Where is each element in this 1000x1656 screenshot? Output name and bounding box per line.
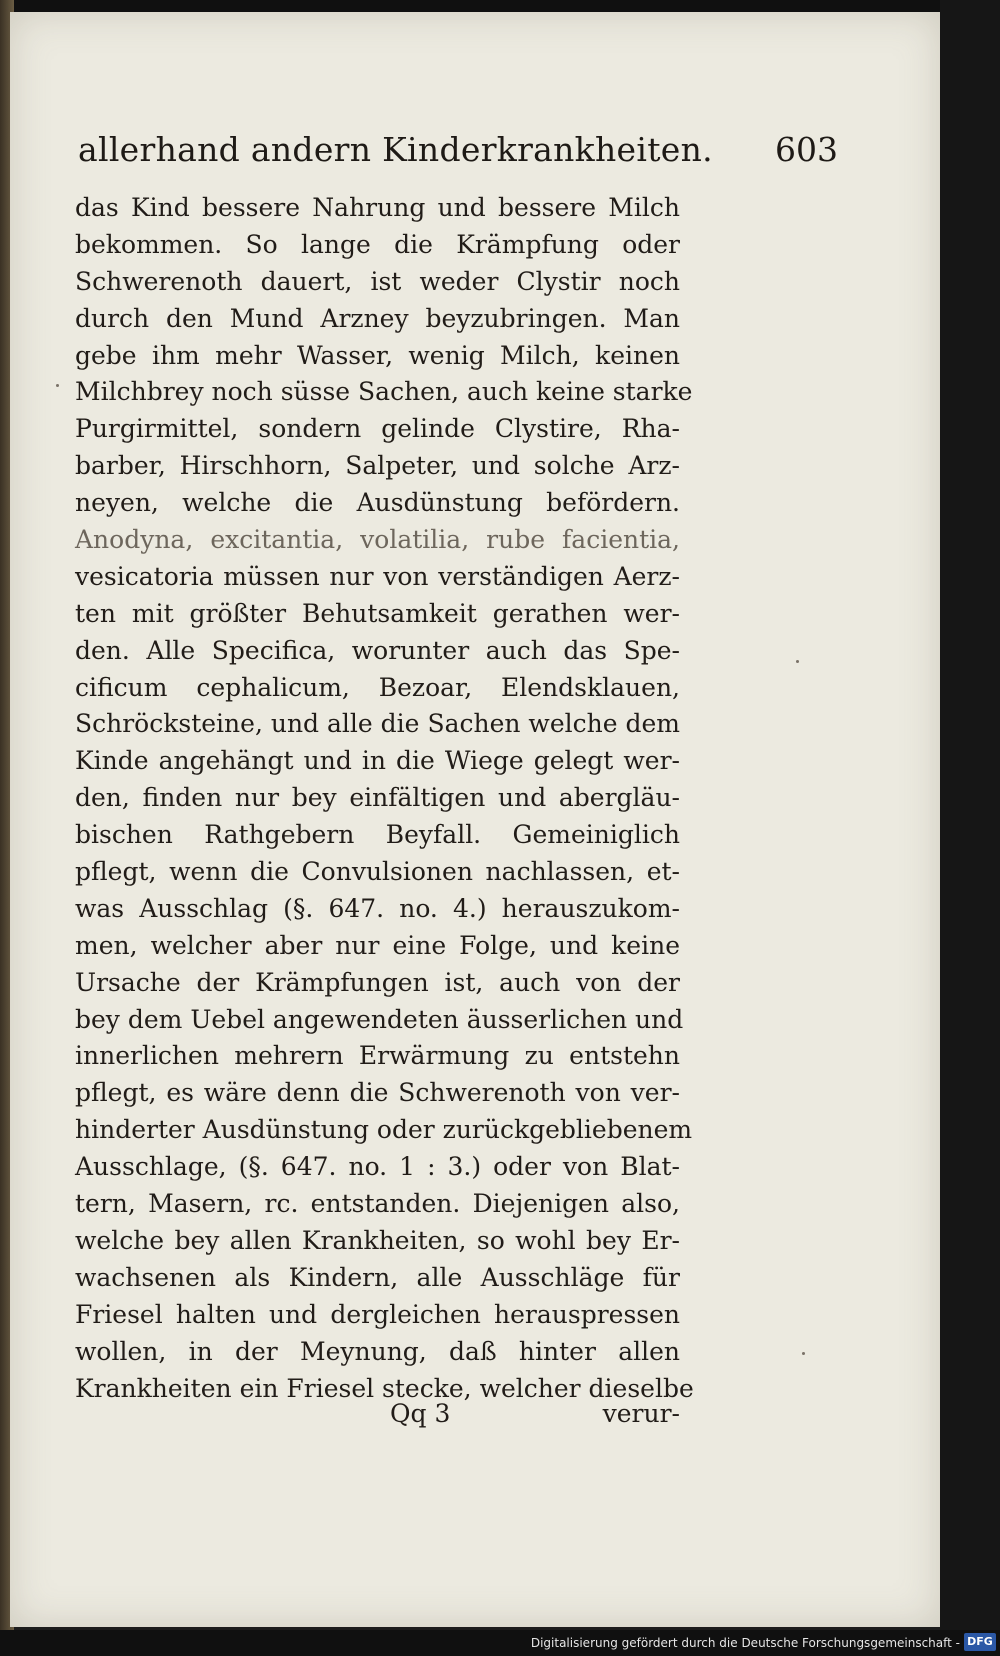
text-line: das Kind bessere Nahrung und bessere Milch xyxy=(75,193,680,222)
text-line: was Ausschlag (§. 647. no. 4.) herauszukom- xyxy=(75,893,680,923)
running-title: allerhand andern Kinderkrankheiten. xyxy=(78,130,713,169)
dfg-logo-icon: DFG xyxy=(964,1633,996,1651)
paper-speck xyxy=(802,1352,805,1355)
text-line: den. Alle Specifica, worunter auch das Spe- xyxy=(75,635,680,665)
text-line: pflegt, wenn die Convulsionen nachlassen, et- xyxy=(75,857,680,887)
text-line: bey dem Uebel angewendeten äusserlichen und xyxy=(75,1004,684,1034)
running-head xyxy=(78,128,838,178)
text-line: ten mit größter Behutsamkeit gerathen wer- xyxy=(75,598,680,628)
text-line: Friesel halten und dergleichen herauspressen xyxy=(75,1299,680,1329)
text-line: barber, Hirschhorn, Salpeter, und solche Arz- xyxy=(75,451,680,481)
text-line: innerlichen mehrern Erwärmung zu entstehn xyxy=(75,1041,680,1071)
text-line: welche bey allen Krankheiten, so wohl bey Er- xyxy=(75,1225,680,1255)
text-line: Schwerenoth dauert, ist weder Clystir noch xyxy=(75,266,680,296)
text-line: vesicatoria müssen nur von verständigen Aerz- xyxy=(75,561,680,591)
text-line: Krankheiten ein Friesel stecke, welcher dieselbe xyxy=(75,1373,694,1403)
text-line: cificum cephalicum, Bezoar, Elendsklauen, xyxy=(75,672,680,702)
scan-dark-margin xyxy=(940,0,1000,1630)
text-line: den, finden nur bey einfältigen und abergläu- xyxy=(75,783,680,813)
text-line: tern, Masern, rc. entstanden. Diejenigen also, xyxy=(75,1189,680,1219)
page-foot-line xyxy=(75,1396,680,1436)
body-text xyxy=(75,190,694,1407)
paper-speck xyxy=(56,384,59,387)
text-line: durch den Mund Arzney beyzubringen. Man xyxy=(75,303,680,333)
text-line: men, welcher aber nur eine Folge, und keine xyxy=(75,930,680,960)
paper-speck xyxy=(796,660,799,663)
text-line: bischen Rathgebern Beyfall. Gemeiniglich xyxy=(75,820,680,850)
digitization-footer xyxy=(0,1630,1000,1656)
text-line: neyen, welche die Ausdünstung befördern. xyxy=(75,488,680,518)
text-line: hinderter Ausdünstung oder zurückgebliebenem xyxy=(75,1115,693,1145)
text-line: Anodyna, excitantia, volatilia, rube facientia, xyxy=(75,525,680,555)
text-line: Milchbrey noch süsse Sachen, auch keine starke xyxy=(75,377,693,407)
page-number: 603 xyxy=(775,130,838,169)
text-line: Ausschlage, (§. 647. no. 1 : 3.) oder von Blat- xyxy=(75,1152,680,1182)
text-line: wollen, in der Meynung, daß hinter allen xyxy=(75,1336,680,1366)
text-line: Purgirmittel, sondern gelinde Clystire, Rha- xyxy=(75,414,680,444)
digitization-credit: Digitalisierung gefördert durch die Deutsche Forschungsgemeinschaft - xyxy=(530,1636,960,1650)
text-line: pflegt, es wäre denn die Schwerenoth von ver- xyxy=(75,1078,680,1108)
text-line: Kinde angehängt und in die Wiege gelegt wer- xyxy=(75,746,680,776)
catchword: verur- xyxy=(602,1399,680,1428)
text-line: wachsenen als Kindern, alle Ausschläge für xyxy=(75,1262,680,1292)
text-line: Schröcksteine, und alle die Sachen welche dem xyxy=(75,709,680,739)
text-line: Ursache der Krämpfungen ist, auch von der xyxy=(75,967,680,997)
text-line: bekommen. So lange die Krämpfung oder xyxy=(75,229,680,259)
signature-mark: Qq 3 xyxy=(390,1399,451,1428)
text-line: gebe ihm mehr Wasser, wenig Milch, keinen xyxy=(75,340,680,370)
